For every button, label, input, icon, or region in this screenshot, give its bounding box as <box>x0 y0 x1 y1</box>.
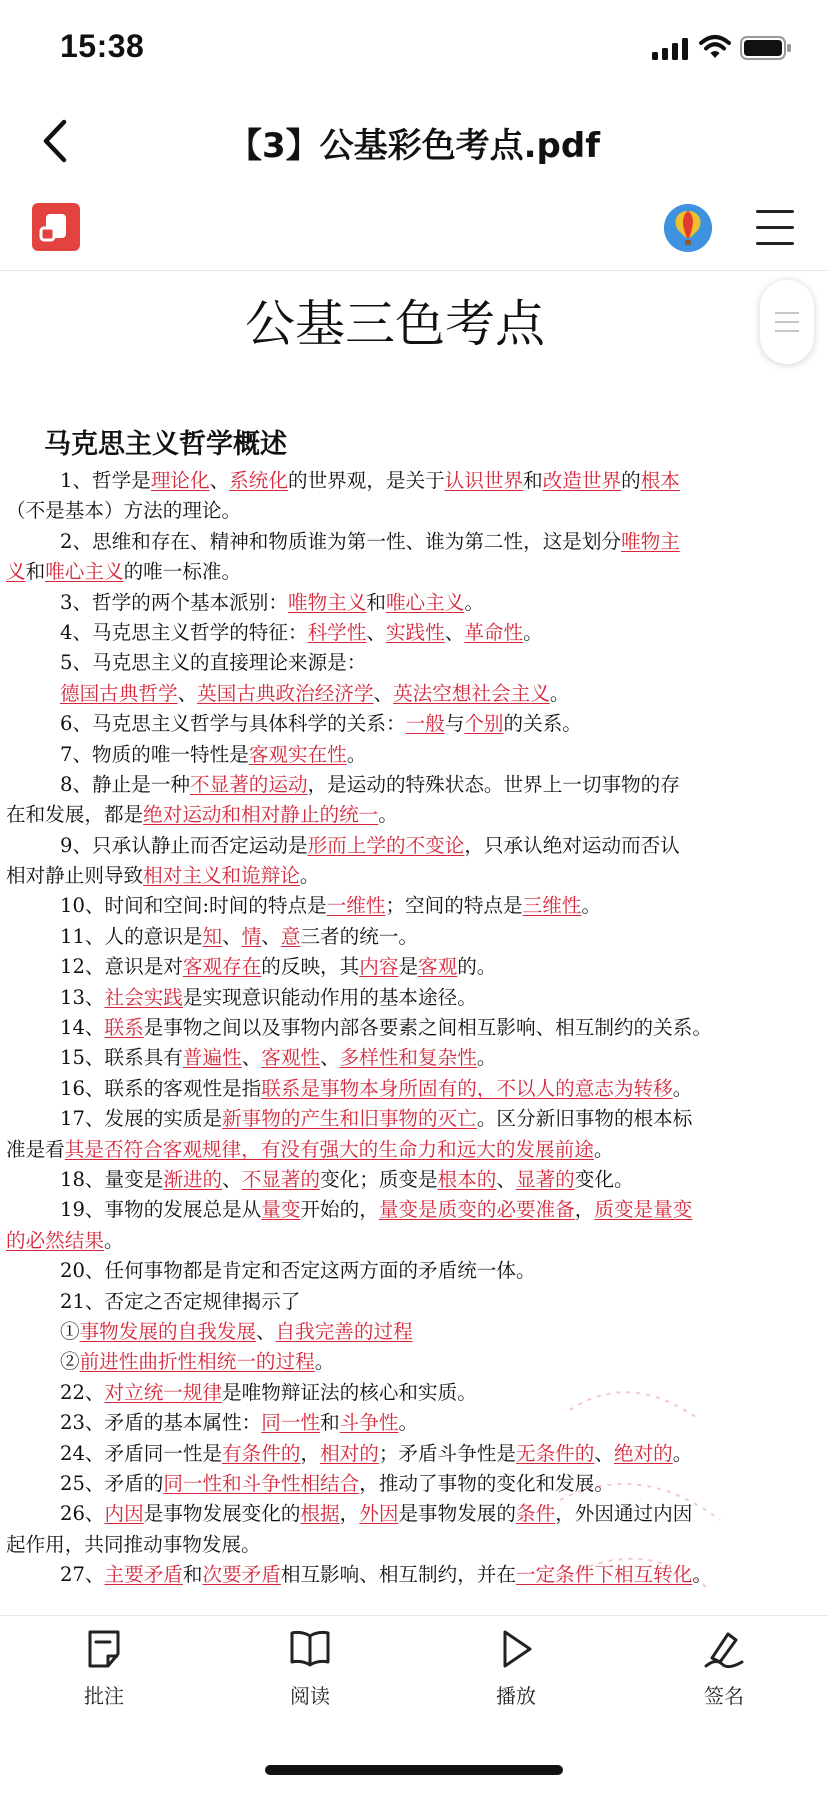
highlighted-term: 知 <box>202 924 223 948</box>
text-segment: 。 <box>581 894 601 918</box>
text-segment: 18、量变是 <box>60 1167 164 1191</box>
text-segment: 4、马克思主义哲学的特征： <box>60 620 308 644</box>
highlighted-term: 次要矛盾 <box>202 1563 281 1587</box>
highlighted-term: 内因 <box>104 1502 144 1526</box>
text-line <box>6 1317 796 1347</box>
play-icon <box>496 1628 536 1670</box>
text-line <box>6 557 796 587</box>
highlighted-term: 的必然结果 <box>6 1228 104 1252</box>
highlighted-term: 同一性和斗争性相结合 <box>163 1471 360 1495</box>
tab-label: 签名 <box>704 1684 744 1708</box>
text-segment: 27、 <box>60 1563 105 1587</box>
text-segment: 22、 <box>60 1380 105 1404</box>
text-segment: 21、否定之否定规律揭示了 <box>60 1289 301 1313</box>
text-segment: 的。 <box>457 955 497 979</box>
text-segment: 25、矛盾的 <box>60 1471 164 1495</box>
hamburger-menu-icon[interactable] <box>756 210 794 246</box>
text-segment: 。 <box>692 1563 712 1587</box>
text-segment: 相对静止则导致 <box>6 864 144 888</box>
text-line <box>6 1256 796 1286</box>
annotate-icon <box>84 1628 124 1670</box>
text-segment: 8、静止是一种 <box>60 772 191 796</box>
text-line <box>6 983 796 1013</box>
highlighted-term: 理论化 <box>150 469 210 492</box>
text-segment: 的唯一标准。 <box>123 560 242 584</box>
text-segment: 15、联系具有 <box>60 1046 183 1070</box>
text-line <box>6 1013 796 1043</box>
highlighted-term: 一定条件下相互转化 <box>516 1563 693 1587</box>
document-title: 【3】公基彩色考点.pdf <box>227 126 601 166</box>
highlighted-term: 事物发展的自我发展 <box>79 1319 256 1343</box>
highlighted-term: 其是否符合客观规律，有没有强大的生命力和远大的发展前途 <box>64 1137 594 1161</box>
text-segment: 24、矛盾同一性是 <box>60 1441 223 1465</box>
highlighted-term: 斗争性 <box>339 1411 399 1435</box>
text-segment: 。 <box>523 620 543 644</box>
highlighted-term: 认识世界 <box>444 469 524 492</box>
text-line <box>6 648 796 678</box>
text-segment: （不是基本）方法的理论。 <box>6 499 242 523</box>
text-segment: 的 <box>621 469 641 492</box>
home-indicator <box>265 1765 563 1775</box>
text-segment: 16、联系的客观性是指 <box>60 1076 262 1100</box>
text-line <box>6 861 796 891</box>
text-segment: 、 <box>261 924 281 948</box>
highlighted-term: 根据 <box>300 1502 340 1526</box>
highlighted-term: 德国古典哲学 <box>60 681 178 705</box>
navigation-bar <box>0 100 828 190</box>
text-segment: 。 <box>398 1411 419 1435</box>
text-segment: ② <box>60 1350 80 1374</box>
text-segment: 。 <box>672 1441 693 1465</box>
text-segment: 。 <box>549 681 570 705</box>
text-segment: 、 <box>255 1319 276 1343</box>
highlighted-term: 三维性 <box>522 894 582 918</box>
tab-label: 阅读 <box>290 1684 330 1708</box>
text-segment: 14、 <box>60 1016 105 1040</box>
highlighted-term: 根本的 <box>437 1167 497 1191</box>
text-segment: 。 <box>314 1350 335 1374</box>
text-segment: 在和发展，都是 <box>6 803 144 827</box>
highlighted-term: 量变 <box>261 1198 301 1222</box>
text-segment: ；空间的特点是 <box>385 894 523 918</box>
highlighted-term: 自我完善的过程 <box>275 1319 413 1343</box>
highlighted-term: 同一性 <box>261 1411 321 1435</box>
highlighted-term: 主要矛盾 <box>104 1563 183 1587</box>
text-segment: 、 <box>222 924 242 948</box>
highlighted-term: 唯物主 <box>621 529 680 553</box>
highlighted-term: 科学性 <box>307 620 367 644</box>
text-segment: 12、意识是对 <box>60 955 183 979</box>
highlighted-term: 一般 <box>405 712 445 736</box>
text-segment: 11、人的意识是 <box>60 924 203 948</box>
text-segment: ，只承认绝对运动而否认 <box>464 833 680 857</box>
highlighted-term: 社会实践 <box>104 985 183 1009</box>
highlighted-term: 客观实在性 <box>248 742 347 766</box>
tab-label: 批注 <box>84 1684 124 1708</box>
highlighted-term: 不显著的运动 <box>190 772 308 796</box>
highlighted-term: 相对的 <box>320 1441 379 1465</box>
highlighted-term: 唯心主义 <box>45 560 124 584</box>
text-line <box>6 1104 796 1134</box>
text-segment: 。 <box>464 590 484 614</box>
book-icon <box>288 1628 332 1670</box>
text-segment: 、 <box>366 620 386 644</box>
highlighted-term: 英法空想社会主义 <box>393 681 550 705</box>
text-segment: 准是看 <box>6 1137 65 1161</box>
text-segment: 10、时间和空间:时间的特点是 <box>60 894 327 918</box>
highlighted-term: 意 <box>280 924 301 948</box>
section-title: 马克思主义哲学概述 <box>44 429 287 460</box>
text-segment: 是事物发展的 <box>398 1502 516 1526</box>
text-segment: ；矛盾斗争性是 <box>378 1441 516 1465</box>
text-line <box>6 496 796 526</box>
text-line <box>6 952 796 982</box>
highlighted-term: 英国古典政治经济学 <box>197 681 374 705</box>
text-line <box>6 588 796 618</box>
highlighted-term: 相对主义和诡辩论 <box>143 864 300 888</box>
highlighted-term: 内容 <box>359 955 399 979</box>
text-segment: 、 <box>209 469 230 492</box>
text-line <box>6 1195 796 1225</box>
text-segment: 20、任何事物都是肯定和否定这两方面的矛盾统一体。 <box>60 1259 536 1283</box>
highlighted-term: 联系是事物本身所固有的，不以人的意志为转移 <box>261 1076 673 1100</box>
highlighted-term: 绝对的 <box>613 1441 673 1465</box>
text-segment: ， <box>574 1198 595 1222</box>
text-segment: 26、 <box>60 1502 105 1526</box>
text-segment: 与 <box>444 712 465 736</box>
highlighted-term: 客观存在 <box>182 955 262 979</box>
text-line <box>6 1074 796 1104</box>
highlighted-term: 有条件的 <box>222 1441 301 1465</box>
text-segment: 6、马克思主义哲学与具体科学的关系： <box>60 712 406 736</box>
tab-sign[interactable] <box>664 1628 784 1709</box>
text-segment: 的反映，其 <box>261 955 360 979</box>
text-segment: 13、 <box>60 985 105 1009</box>
text-segment: 起作用，共同推动事物发展。 <box>6 1532 261 1556</box>
highlighted-term: 根本 <box>640 469 680 492</box>
text-segment: 3、哲学的两个基本派别： <box>60 590 288 614</box>
text-segment: 、 <box>320 1046 340 1070</box>
text-segment: 17、发展的实质是 <box>60 1107 223 1131</box>
text-line <box>6 740 796 770</box>
text-line <box>6 527 796 557</box>
highlighted-term: 唯心主义 <box>385 590 465 614</box>
text-segment: 相互影响、相互制约，并在 <box>280 1563 516 1587</box>
text-segment: 和 <box>320 1411 340 1435</box>
highlighted-term: 系统化 <box>229 469 288 492</box>
text-line <box>6 922 796 952</box>
text-segment: ，推动了事物的变化和发展。 <box>359 1471 614 1495</box>
highlighted-term: 新事物的产生和旧事物的灭亡 <box>222 1107 477 1131</box>
hot-air-balloon-icon[interactable] <box>664 204 712 252</box>
text-segment: 1、哲学是 <box>60 469 151 492</box>
highlighted-term: 外因 <box>359 1502 399 1526</box>
text-segment: 是唯物辩证法的核心和实质。 <box>222 1380 477 1404</box>
text-segment: ，外因通过内因 <box>555 1502 693 1526</box>
text-segment: 。 <box>378 803 398 827</box>
status-bar <box>0 0 828 100</box>
app-logo-icon[interactable] <box>32 203 80 251</box>
text-segment: 、 <box>594 1441 614 1465</box>
text-line <box>6 1165 796 1195</box>
text-segment: 、 <box>496 1167 516 1191</box>
text-line <box>6 1226 796 1256</box>
text-line <box>6 1135 796 1165</box>
cellular-signal-icon <box>652 38 688 60</box>
watermark-stamp <box>540 1350 740 1610</box>
highlighted-term: 形而上学的不变论 <box>307 833 465 857</box>
signature-icon <box>702 1628 746 1670</box>
text-line <box>6 618 796 648</box>
tab-read[interactable] <box>250 1628 370 1709</box>
text-line <box>6 466 796 496</box>
text-segment: 和 <box>25 560 46 584</box>
text-segment: 、 <box>373 681 394 705</box>
battery-icon <box>740 36 792 60</box>
pdf-toolbar <box>0 190 828 271</box>
text-segment: 是事物发展变化的 <box>143 1502 301 1526</box>
text-segment: 19、事物的发展总是从 <box>60 1198 262 1222</box>
text-line <box>6 709 796 739</box>
text-segment: ，是运动的特殊状态。世界上一切事物的存 <box>307 772 680 796</box>
text-segment: 三者的统一。 <box>300 924 419 948</box>
text-segment: 、 <box>241 1046 262 1070</box>
pdf-page[interactable] <box>0 270 828 1615</box>
highlighted-term: 显著的 <box>516 1167 575 1191</box>
tab-play[interactable] <box>456 1628 576 1709</box>
text-segment: 。 <box>476 1046 497 1070</box>
highlighted-term: 前进性曲折性相统一的过程 <box>79 1350 315 1374</box>
text-segment: 2、思维和存在、精神和物质谁为第一性、谁为第二性，这是划分 <box>60 529 622 553</box>
text-segment: 、 <box>444 620 465 644</box>
highlighted-term: 不显著的 <box>241 1167 321 1191</box>
text-segment: ， <box>300 1441 321 1465</box>
highlighted-term: 普遍性 <box>182 1046 242 1070</box>
highlighted-term: 客观 <box>418 955 458 979</box>
text-segment: 开始的， <box>300 1198 379 1222</box>
text-segment: 是实现意识能动作用的基本途径。 <box>182 985 477 1009</box>
text-segment: 和 <box>182 1563 203 1587</box>
highlighted-term: 一维性 <box>326 894 386 918</box>
text-segment: 、 <box>222 1167 242 1191</box>
text-segment: 。区分新旧事物的根本标 <box>476 1107 693 1131</box>
text-segment: 。 <box>346 742 367 766</box>
text-segment: 的关系。 <box>503 712 582 736</box>
highlighted-term: 对立统一规律 <box>104 1380 223 1404</box>
text-segment: 是事物之间以及事物内部各要素之间相互影响、相互制约的关系。 <box>143 1016 712 1040</box>
highlighted-term: 改造世界 <box>542 469 622 492</box>
text-segment: ① <box>60 1319 80 1343</box>
tab-label: 播放 <box>496 1684 536 1708</box>
text-segment: 、 <box>177 681 198 705</box>
wifi-icon <box>699 34 731 60</box>
highlighted-term: 客观性 <box>261 1046 321 1070</box>
text-segment: 变化。 <box>574 1167 634 1191</box>
highlighted-term: 无条件的 <box>516 1441 595 1465</box>
highlighted-term: 渐进的 <box>163 1167 223 1191</box>
text-segment: 7、物质的唯一特性是 <box>60 742 249 766</box>
highlighted-term: 量变是质变的必要准备 <box>378 1198 575 1222</box>
highlighted-term: 条件 <box>516 1502 556 1526</box>
highlighted-term: 情 <box>241 924 262 948</box>
text-line <box>6 679 796 709</box>
tab-annotate[interactable] <box>44 1628 164 1709</box>
text-segment: 。 <box>593 1137 614 1161</box>
text-segment: 9、只承认静止而否定运动是 <box>60 833 308 857</box>
text-line <box>6 1043 796 1073</box>
text-line <box>6 1287 796 1317</box>
text-segment: 。 <box>299 864 320 888</box>
text-segment: 。 <box>103 1228 124 1252</box>
page-heading: 公基三色考点 <box>245 295 545 353</box>
text-segment: 23、矛盾的基本属性： <box>60 1411 262 1435</box>
text-segment: 5、马克思主义的直接理论来源是： <box>60 651 367 675</box>
text-segment: 变化；质变是 <box>320 1167 438 1191</box>
status-time: 15:38 <box>60 28 145 64</box>
highlighted-term: 多样性和复杂性 <box>339 1046 477 1070</box>
text-segment: 和 <box>523 469 543 492</box>
text-line <box>6 831 796 861</box>
text-segment: 。 <box>672 1076 693 1100</box>
text-line <box>6 770 796 800</box>
text-segment: 是 <box>398 955 419 979</box>
highlighted-term: 个别 <box>464 712 504 736</box>
highlighted-term: 唯物主义 <box>288 590 367 614</box>
text-segment: ， <box>339 1502 360 1526</box>
highlighted-term: 义 <box>6 560 26 584</box>
highlighted-term: 革命性 <box>464 620 524 644</box>
text-line <box>6 800 796 830</box>
text-segment: 和 <box>366 590 386 614</box>
highlighted-term: 绝对运动和相对静止的统一 <box>143 803 379 827</box>
highlighted-term: 联系 <box>104 1016 144 1040</box>
highlighted-term: 实践性 <box>385 620 445 644</box>
text-segment: 的世界观，是关于 <box>288 469 445 492</box>
text-line <box>6 891 796 921</box>
highlighted-term: 质变是量变 <box>594 1198 693 1222</box>
